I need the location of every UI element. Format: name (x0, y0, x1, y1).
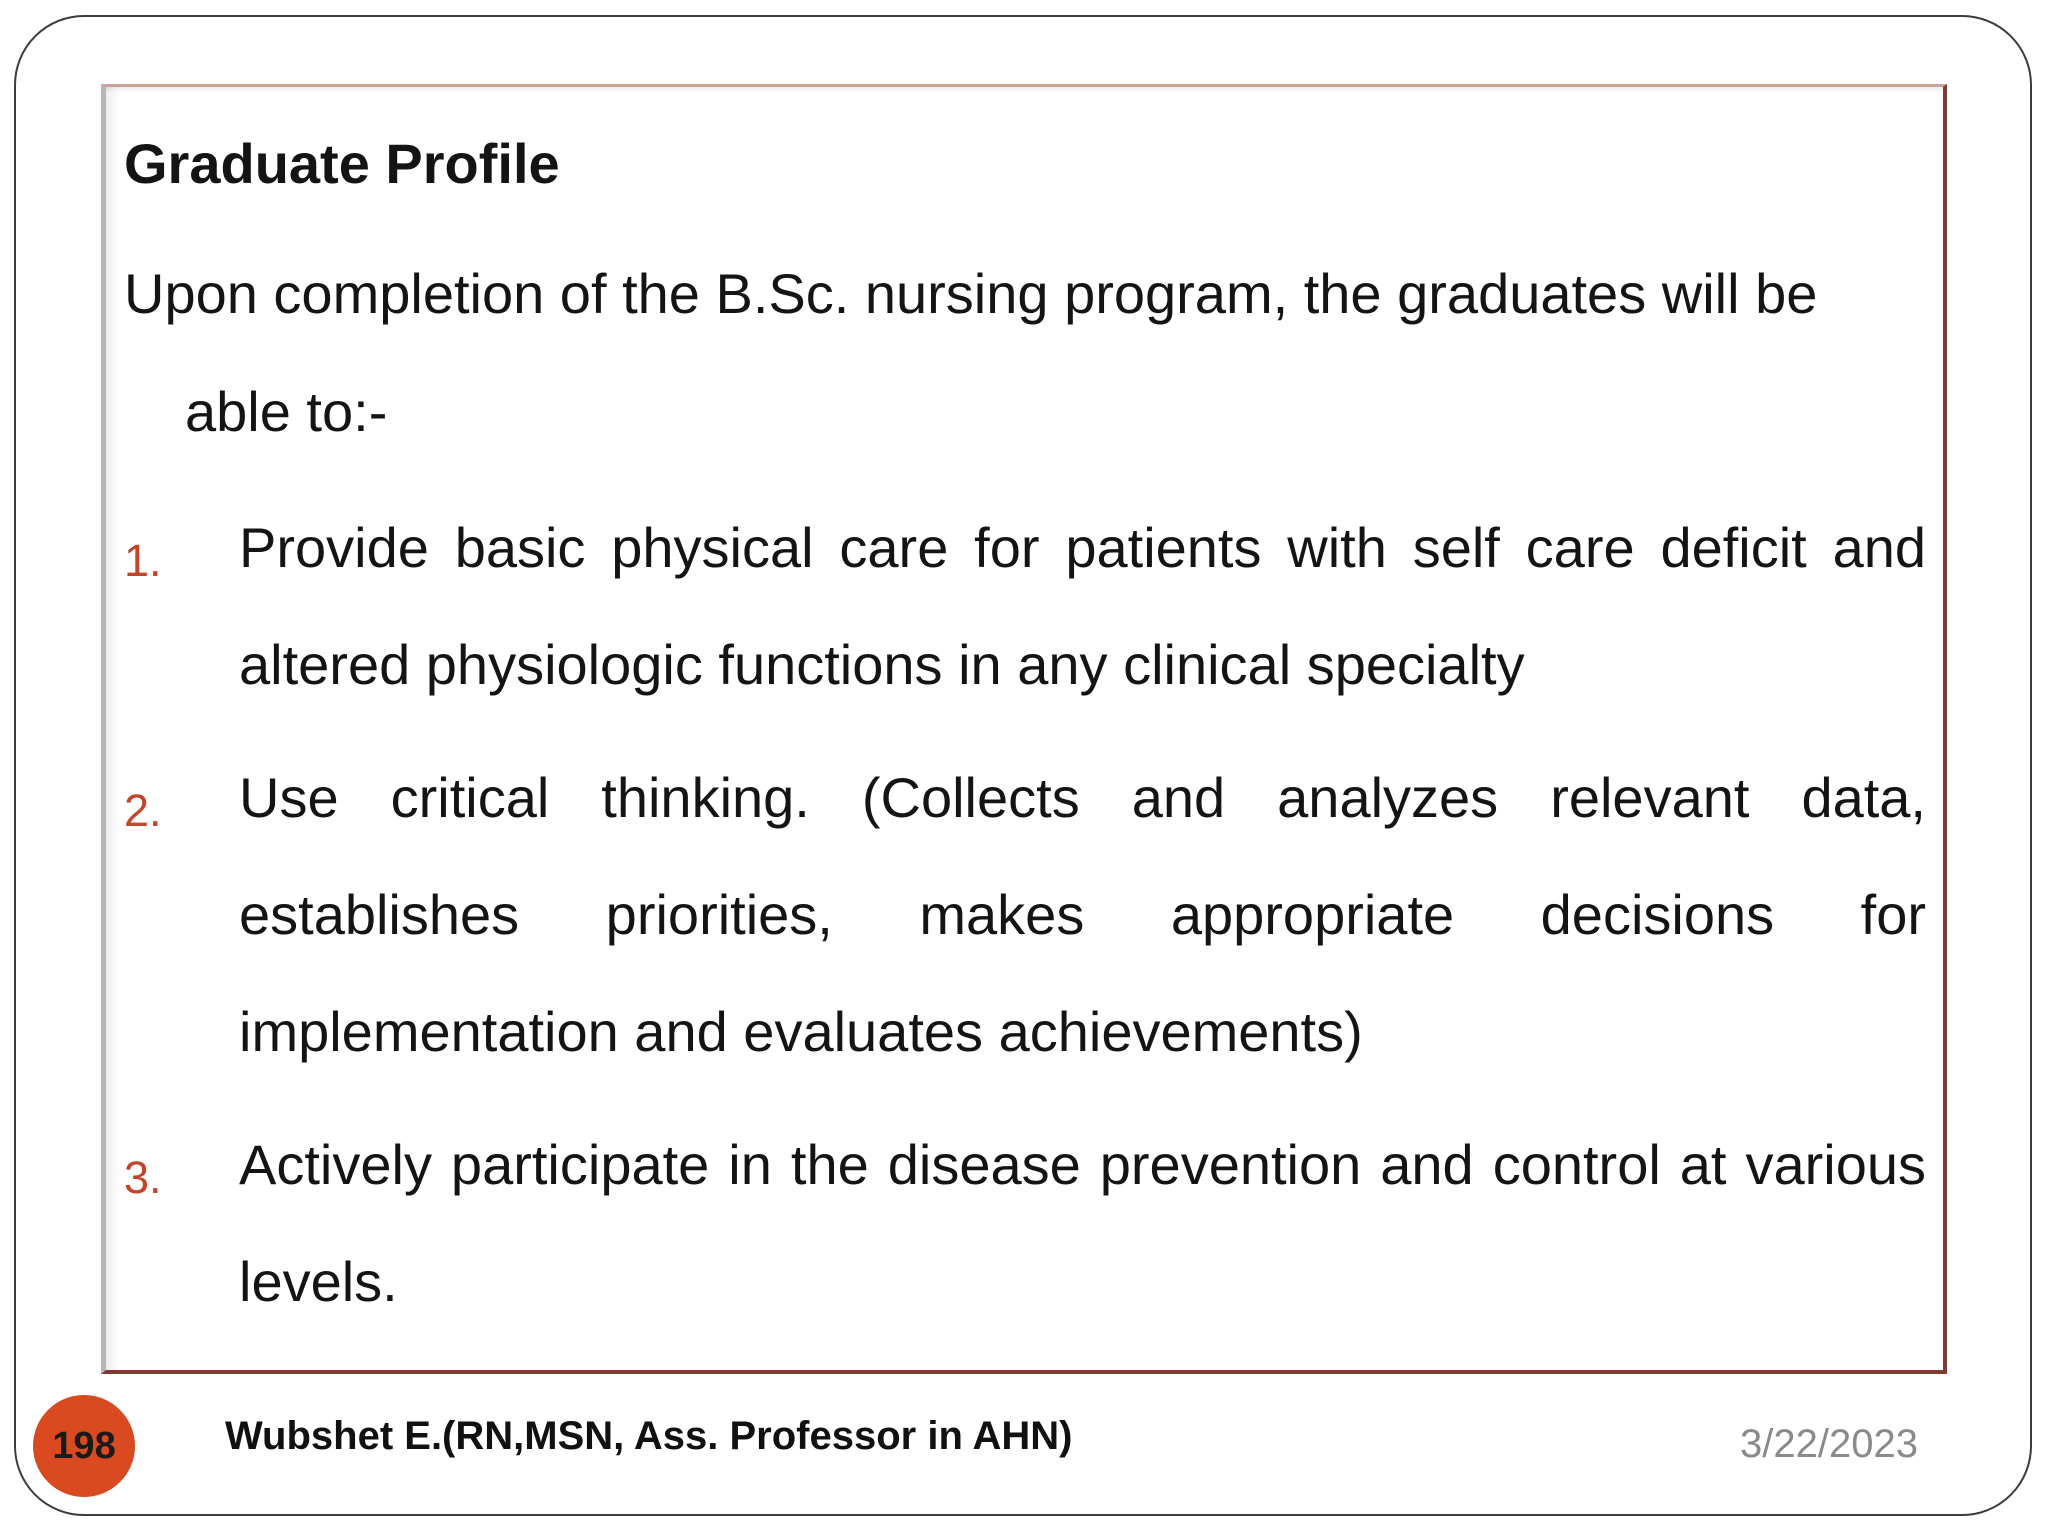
list-item-text: Use critical thinking. (Collects and analyzes relevant data, establishes priorities, makes appropriate decisions for implementation and evaluates achievements) (239, 766, 1926, 1063)
page-number: 198 (52, 1424, 116, 1467)
list-item-number: 2. (124, 785, 162, 836)
page-number-badge (33, 1395, 135, 1497)
intro-text-line-1: Upon completion of the B.Sc. nursing program, the graduates will be (124, 262, 1818, 325)
slide-title: Graduate Profile (124, 132, 560, 195)
list-item-text: Actively participate in the disease prevention and control at various levels. (239, 1133, 1926, 1313)
list-item (124, 515, 1926, 745)
intro-text-line-2: able to:- (185, 380, 388, 443)
footer-date: 3/22/2023 (1740, 1422, 1918, 1466)
list-item-number: 3. (124, 1152, 162, 1203)
list-item-text: Provide basic physical care for patients with self care deficit and altered physiologic functions in any clinical specialty (239, 516, 1926, 696)
footer-author: Wubshet E.(RN,MSN, Ass. Professor in AHN) (225, 1414, 1073, 1458)
list-item (124, 1132, 1926, 1362)
list-item-number: 1. (124, 535, 162, 586)
list-item (124, 765, 1926, 1063)
